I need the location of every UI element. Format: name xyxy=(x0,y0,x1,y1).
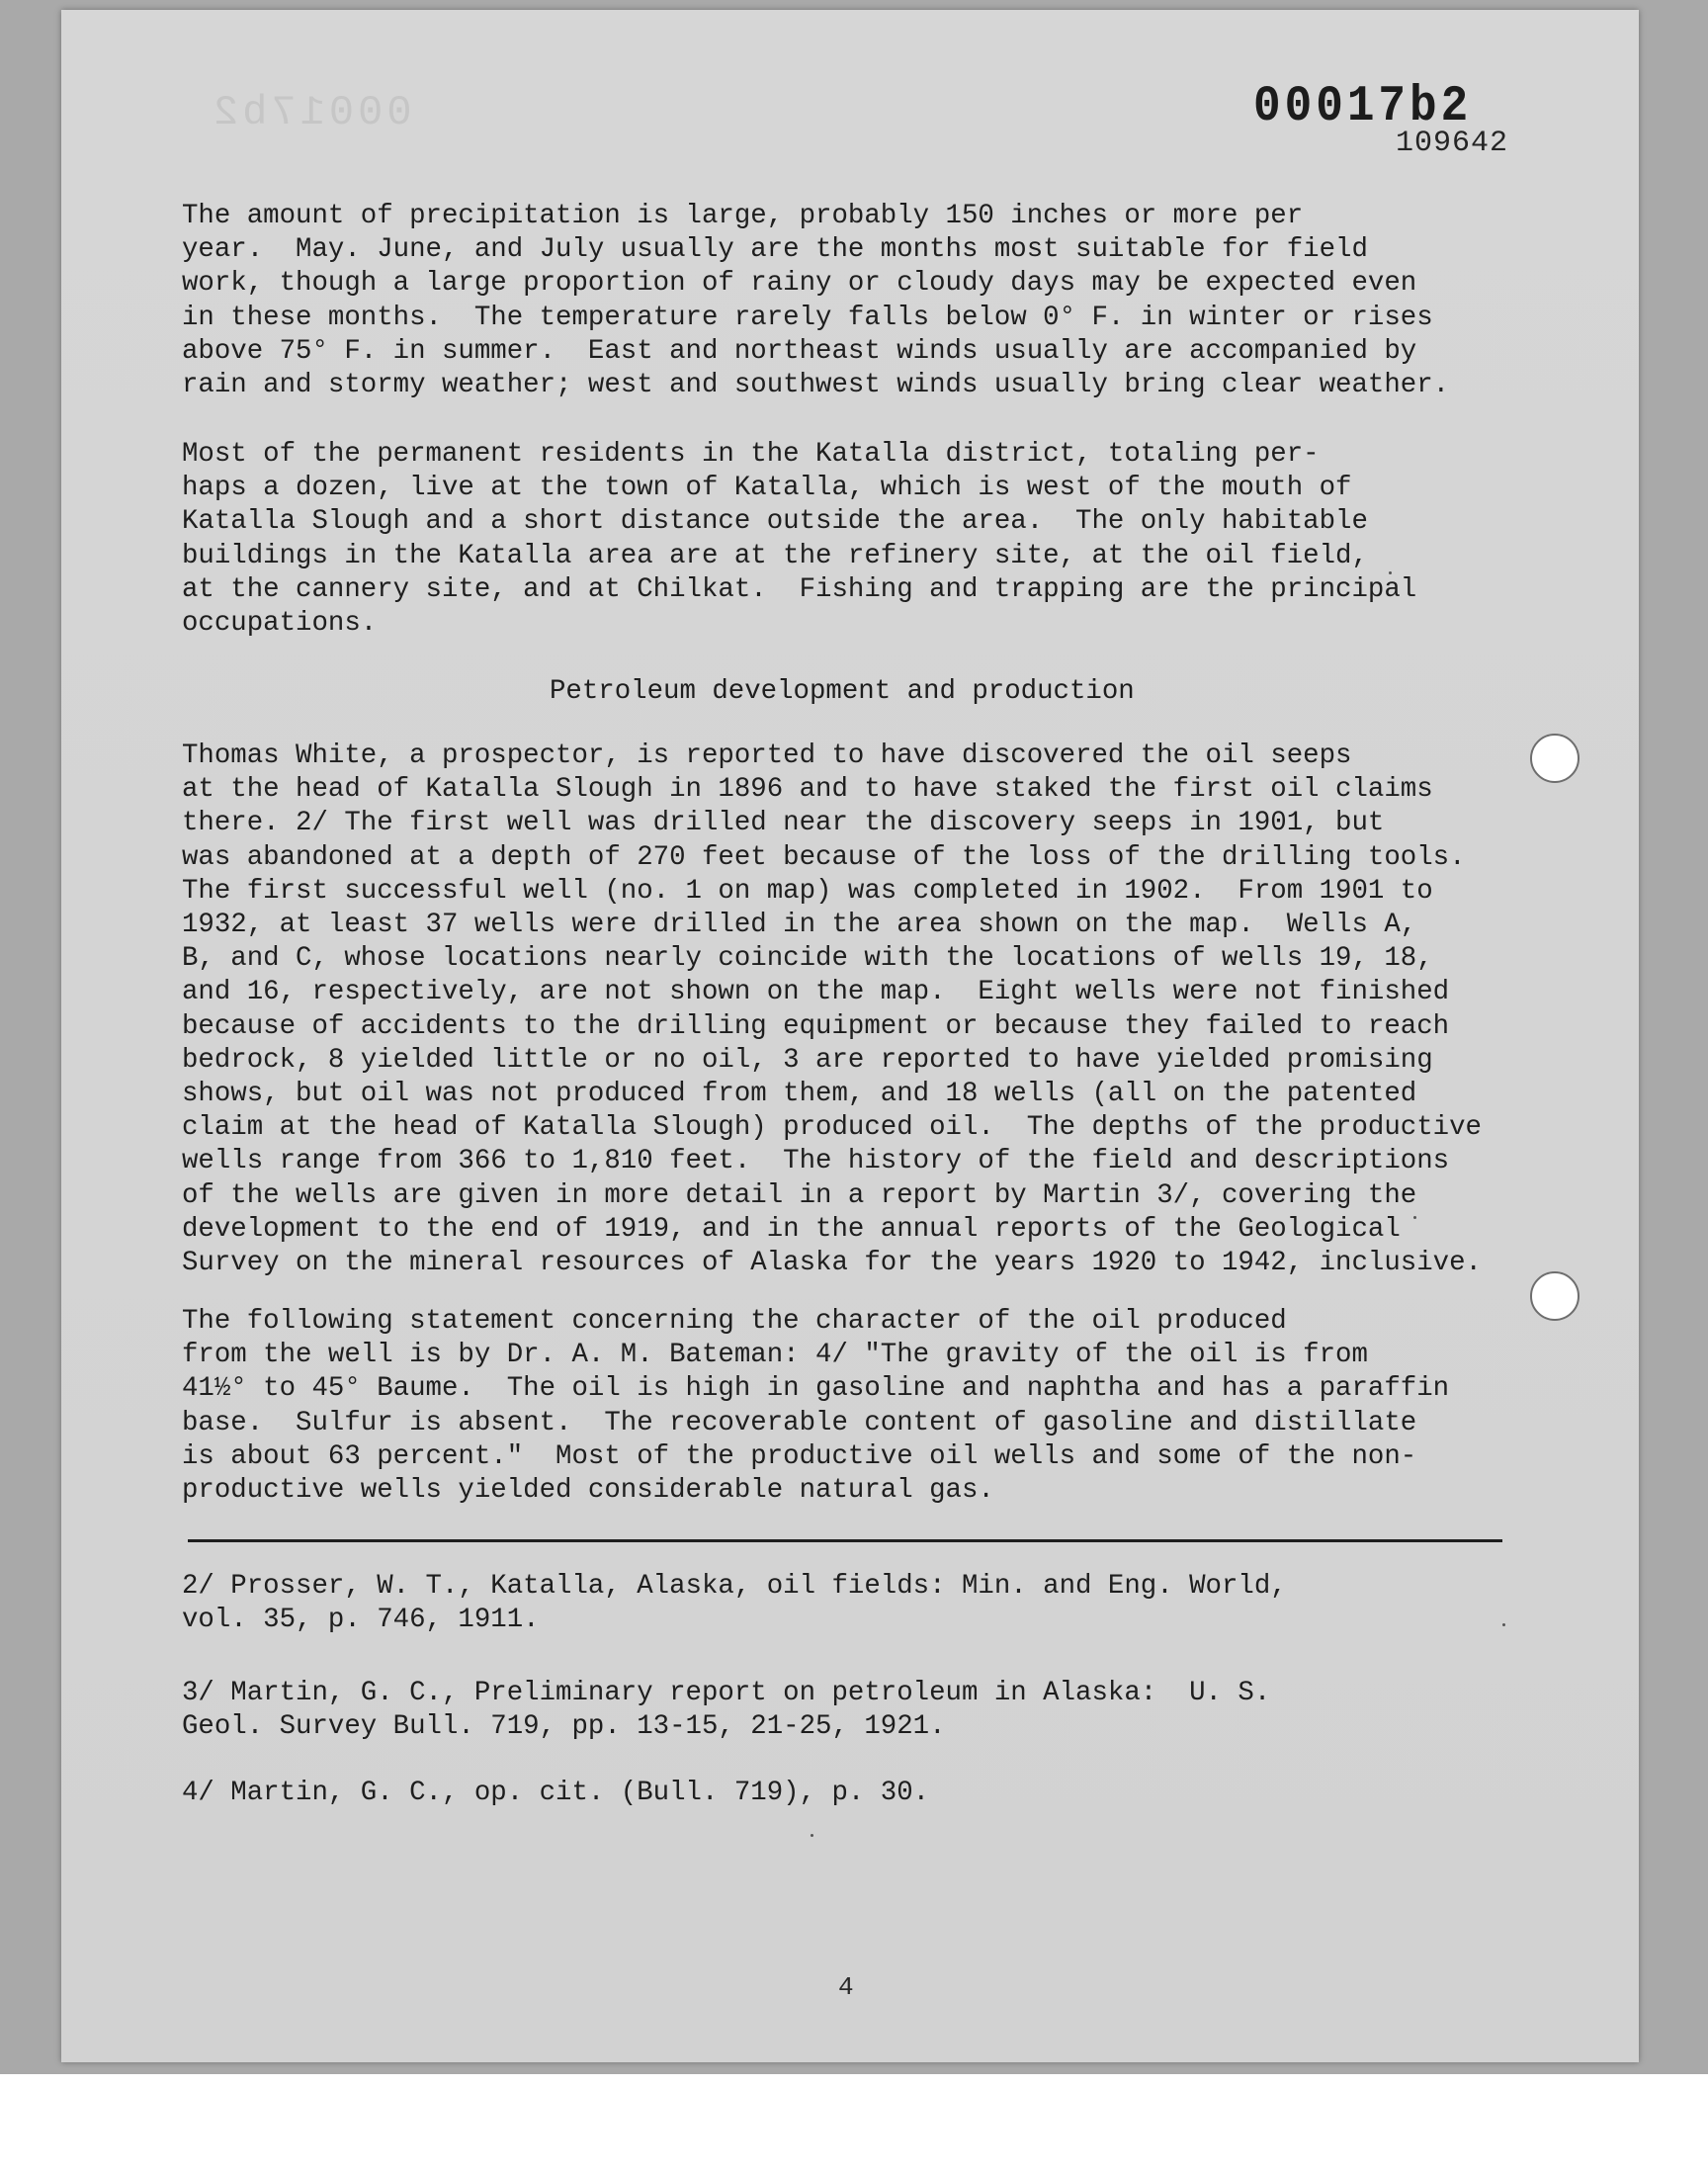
paragraph-development-history: Thomas White, a prospector, is reported to have discovered the oil seeps at the head of Katalla Slough in 1896 and to have staked the first oil claims there. 2/ The first well was drilled near the discovery seeps in 1901, but was abandoned at a depth of 270 feet because of the loss of the drilling tools. The first successful well (no. 1 on map) was completed in 1902. From 1901 to 1932, at least 37 wells were drilled in the area shown on the map. Wells A, B, and C, whose locations nearly coincide with the locations of wells 19, 18, and 16, respectively, are not shown on the map. Eight wells were not finished because of accidents to the drilling equipment or because they failed to reach bedrock, 8 yielded little or no oil, 3 are reported to have yielded promising shows, but oil was not produced from them, and 18 wells (all on the patented claim at the head of Katalla Slough) produced oil. The depths of the productive wells range from 366 to 1,810 feet. The history of the field and descriptions of the wells are given in more detail in a report by Martin 3/, covering the development to the end of 1919, and in the annual reports of the Geological Survey on the mineral resources of Alaska for the years 1920 to 1942, inclusive. xyxy=(182,740,1482,1279)
bleed-through-number: 00017b2 xyxy=(210,89,412,136)
scan-speck xyxy=(1389,571,1392,574)
footnote-2: 2/ Prosser, W. T., Katalla, Alaska, oil fields: Min. and Eng. World, vol. 35, p. 746, 1911. xyxy=(182,1571,1287,1636)
punch-hole-upper xyxy=(1530,734,1580,783)
page-number: 4 xyxy=(838,1972,854,2002)
paragraph-oil-character: The following statement concerning the character of the oil produced from the well is by Dr. A. M. Bateman: 4/ "The gravity of the oil is from 41½° to 45° Baume. The oil is high in gasoline and naphtha and has a paraffin base. Sulfur is absent. The recoverable content of gasoline and distillate is about 63 percent." Most of the productive oil wells and some of the non- productive wells yielded considerable natural gas. xyxy=(182,1306,1450,1507)
scan-speck xyxy=(1413,1216,1416,1219)
document-stamp-number: 00017b2 xyxy=(1253,78,1473,135)
footnote-divider xyxy=(188,1539,1502,1542)
document-sub-number: 109642 xyxy=(1396,127,1509,160)
paragraph-residents: Most of the permanent residents in the Katalla district, totaling per- haps a dozen, live at the town of Katalla, which is west of the mouth of Katalla Slough and a short distance outside the area. The only habitable buildings in the Katalla area are at the refinery site, at the oil field, at the cannery site, and at Chilkat. Fishing and trapping are the principal occupations. xyxy=(182,439,1417,640)
paragraph-precipitation: The amount of precipitation is large, probably 150 inches or more per year. May. June, and July usually are the months most suitable for field work, though a large proportion of rainy or cloudy days may be expected even in these months. The temperature rarely falls below 0° F. in winter or rises above 75° F. in summer. East and northeast winds usually are accompanied by rain and stormy weather; west and southwest winds usually bring clear weather. xyxy=(182,201,1450,401)
punch-hole-lower xyxy=(1530,1271,1580,1321)
footnote-4: 4/ Martin, G. C., op. cit. (Bull. 719), p. 30. xyxy=(182,1778,930,1808)
scan-speck xyxy=(811,1834,813,1837)
scanner-margin xyxy=(0,2074,1708,2175)
section-heading: Petroleum development and production xyxy=(550,676,1135,707)
footnote-3: 3/ Martin, G. C., Preliminary report on petroleum in Alaska: U. S. Geol. Survey Bull. 719, pp. 13-15, 21-25, 1921. xyxy=(182,1678,1271,1743)
scan-speck xyxy=(1502,1623,1505,1626)
